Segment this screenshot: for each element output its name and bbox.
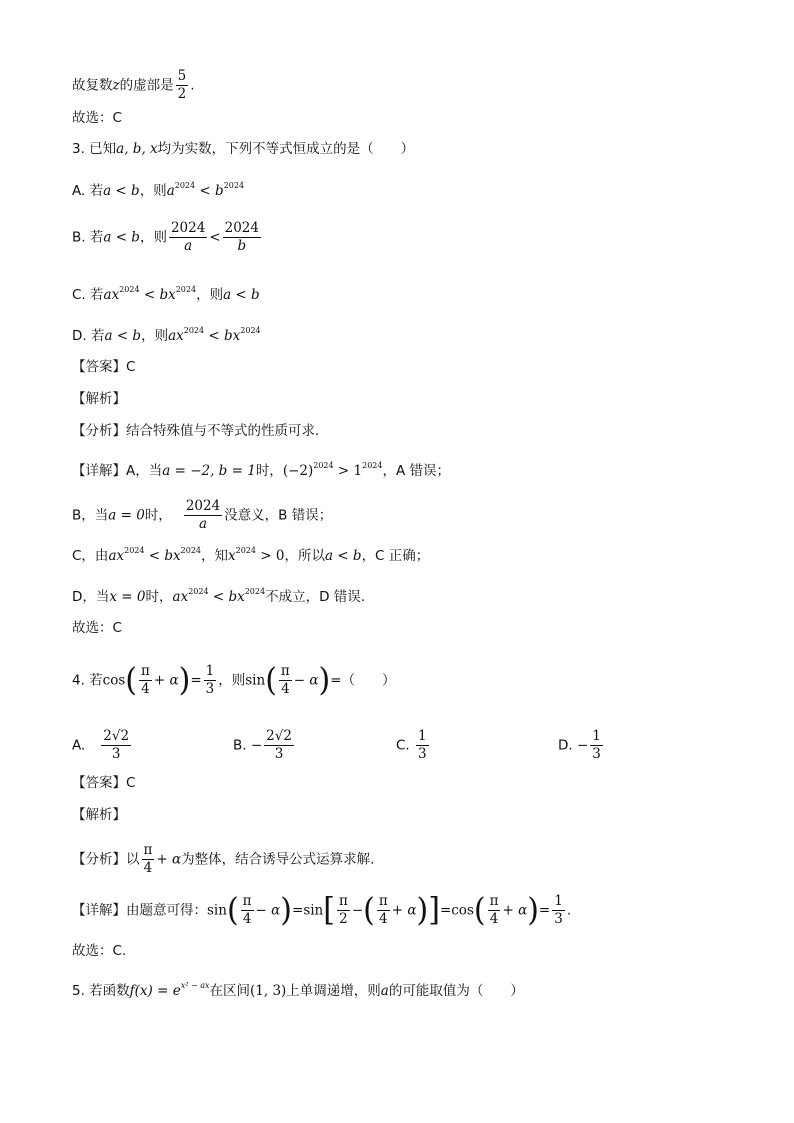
fraction: $\frac{5}{2}$ bbox=[177, 68, 187, 102]
fraction: $\frac{1}{3}$ bbox=[592, 728, 601, 762]
q3-stem: 3. 已知a, b, x均为实数，下列不等式恒成立的是（ ） bbox=[72, 141, 415, 157]
q4-answer: 【答案】C bbox=[72, 775, 136, 791]
fraction: $\frac{1}{3}$ bbox=[418, 728, 427, 762]
fraction: $\frac{2024}{b}$ bbox=[224, 220, 259, 254]
q4-stem: 4. 若cos( $\frac{\pi}{4}$ + α)= $\frac{1}{3}$ ，则sin( $\frac{\pi}{4}$ − α)=（ ） bbox=[72, 661, 396, 699]
q4-detail: 【详解】由题意可得：sin( $\frac{\pi}{4}$ − α)=sin[ $\frac{\pi}{2}$ −( $\frac{\pi}{4}$ + α)]=cos( $\frac{\pi}{4}$ + α)= $\frac{1}{3}$ . bbox=[72, 891, 572, 929]
q4-fenxi: 【分析】以 $\frac{\pi}{4}$ + α为整体，结合诱导公式运算求解. bbox=[72, 842, 375, 876]
q4-option-a: A. $\frac{2√2}{3}$ bbox=[72, 728, 130, 762]
fraction: $\frac{\pi}{4}$ bbox=[378, 893, 388, 927]
fraction: $\frac{\pi}{2}$ bbox=[338, 893, 348, 927]
q3-detail-d: D，当x = 0时，$ax^{2024} < bx^{2024}$不成立，D 错误. bbox=[72, 587, 366, 605]
q3-detail-c: C，由$ax^{2024} < bx^{2024}$，知$x^{2024} > 0$，所以a < b，C 正确； bbox=[72, 546, 430, 564]
q5-stem: 5. 若函数$f(x) = e^{x^2 - ax}$在区间(1, 3)上单调递增，则a的可能取值为（ ） bbox=[72, 981, 524, 999]
fraction: $\frac{2024}{a}$ bbox=[170, 220, 206, 254]
fraction: $\frac{\pi}{4}$ bbox=[143, 842, 153, 876]
q4-option-c: C. $\frac{1}{3}$ bbox=[396, 728, 427, 762]
q4-choose: 故选：C. bbox=[72, 943, 127, 959]
fraction: $\frac{\pi}{4}$ bbox=[141, 663, 150, 697]
fraction: $\frac{1}{3}$ bbox=[205, 663, 215, 697]
q3-fenxi: 【分析】结合特殊值与不等式的性质可求. bbox=[72, 423, 320, 439]
q4-option-d: D. − $\frac{1}{3}$ bbox=[558, 728, 601, 762]
math-var: z bbox=[112, 77, 120, 94]
fraction: $\frac{\pi}{4}$ bbox=[280, 663, 290, 697]
fraction: $\frac{2√2}{3}$ bbox=[103, 728, 130, 762]
prev-conclusion-line: 故复数z的虚部是 $\frac{5}{2}$ . bbox=[72, 68, 195, 102]
q3-option-a: A. 若a < b，则$a^{2024} < b^{2024}$ bbox=[72, 181, 245, 199]
fraction: $\frac{\pi}{4}$ bbox=[242, 893, 252, 927]
math-vars: a, b, x bbox=[116, 141, 158, 157]
q4-analysis: 【解析】 bbox=[72, 807, 126, 823]
fraction: $\frac{\pi}{4}$ bbox=[489, 893, 499, 927]
q3-option-c: C. 若$ax^{2024} < bx^{2024}$，则a < b bbox=[72, 285, 260, 303]
text: 故复数 bbox=[72, 77, 113, 94]
q3-option-b: B. 若a < b，则 $\frac{2024}{a}$ < $\frac{2024}{b}$ bbox=[72, 220, 259, 254]
q3-detail-a: 【详解】A，当a = −2, b = 1时，$(-2)^{2024} > 1^{2024}$，A 错误； bbox=[72, 461, 450, 479]
fraction: $\frac{2024}{a}$ bbox=[185, 498, 221, 532]
fraction: $\frac{1}{3}$ bbox=[554, 893, 563, 927]
text: 的虚部是 bbox=[119, 77, 174, 94]
fraction: $\frac{2√2}{3}$ bbox=[266, 728, 292, 762]
q4-option-b: B. − $\frac{2√2}{3}$ bbox=[233, 728, 292, 762]
q3-detail-b: B，当a = 0时， $\frac{2024}{a}$ 没意义，B 错误； bbox=[72, 498, 333, 532]
q3-choose: 故选：C bbox=[72, 620, 122, 636]
q3-option-d: D. 若a < b，则$ax^{2024} < bx^{2024}$ bbox=[72, 326, 261, 344]
prev-choose: 故选：C bbox=[72, 110, 122, 126]
q3-answer: 【答案】C bbox=[72, 359, 136, 375]
q3-analysis: 【解析】 bbox=[72, 391, 126, 407]
